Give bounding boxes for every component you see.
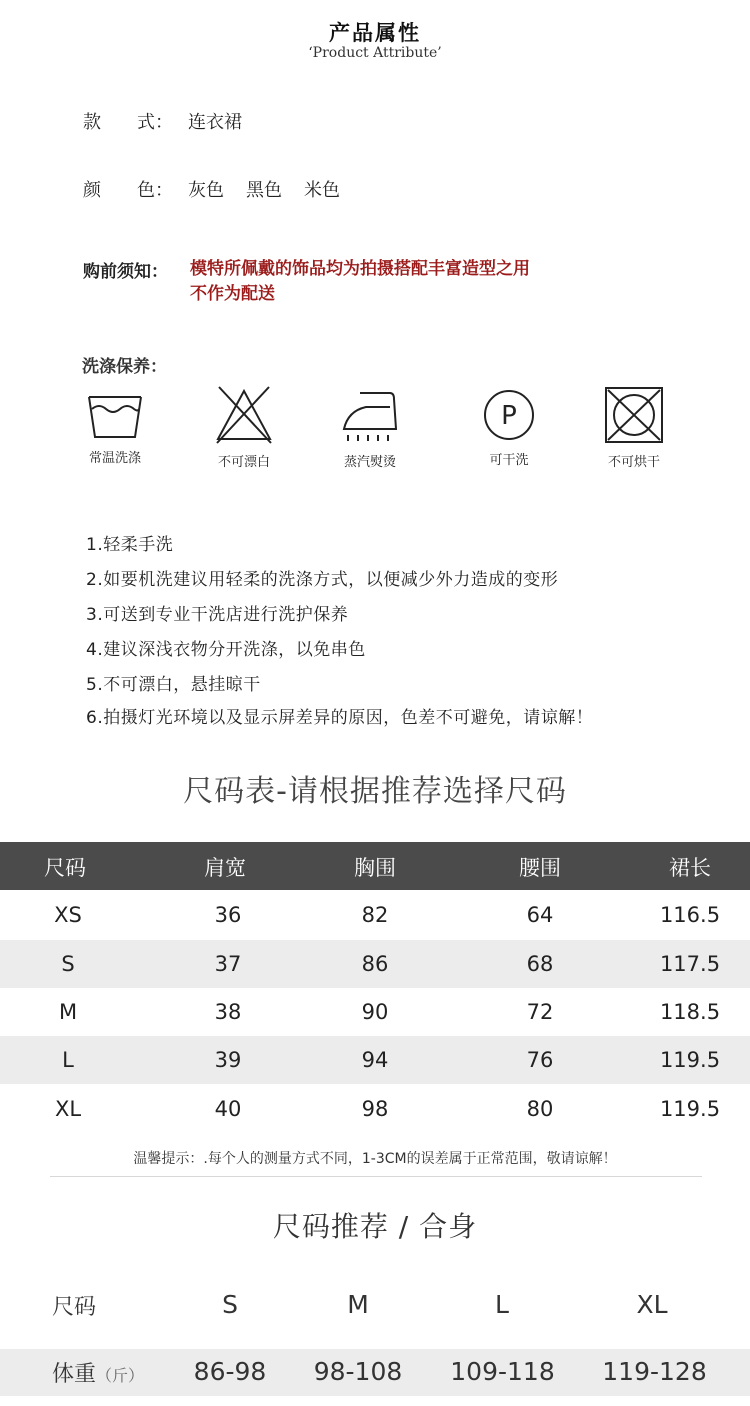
table-cell: 37 [214, 952, 242, 976]
table-cell: 119.5 [659, 1097, 721, 1121]
care-label: 常温洗涤 [88, 451, 141, 466]
color-value: 黑色 [246, 180, 282, 201]
care-label: 不可烘干 [607, 455, 660, 470]
table-row [0, 1085, 750, 1133]
tip-item: 6.拍摄灯光环境以及显示屏差异的原因，色差不可避免，请谅解！ [86, 708, 594, 728]
size-table-title: 尺码表-请根据推荐选择尺码 [183, 774, 567, 809]
notice-label: 购前须知： [83, 262, 168, 282]
table-cell: 72 [526, 1000, 554, 1024]
tip-item: 1.轻柔手洗 [86, 535, 174, 555]
table-cell: XL [54, 1097, 82, 1121]
care-title: 洗涤保养： [82, 357, 167, 377]
table-cell: 40 [214, 1097, 242, 1121]
table-cell: 90 [361, 1000, 389, 1024]
table-cell: 68 [526, 952, 554, 976]
color-value: 灰色 [188, 180, 224, 201]
fit-size-row [0, 1290, 750, 1330]
no-tumble-dry-icon [603, 385, 665, 445]
fit-weight-row [0, 1349, 750, 1396]
dry-clean-p-icon [480, 385, 538, 443]
divider [50, 1176, 702, 1177]
tip-item: 2.如要机洗建议用轻柔的洗涤方式，以便减少外力造成的变形 [86, 570, 559, 590]
fit-weight: 86-98 [193, 1357, 267, 1386]
fit-weight: 98-108 [313, 1357, 403, 1386]
care-item [60, 385, 170, 466]
tip-item: 5.不可漂白，悬挂晾干 [86, 675, 261, 695]
table-cell: 82 [361, 903, 389, 927]
care-label: 蒸汽熨烫 [343, 455, 396, 470]
fit-size: S [222, 1290, 238, 1319]
tip-item: 4.建议深浅衣物分开洗涤，以免串色 [86, 640, 366, 660]
header-cell: 肩宽 [204, 856, 246, 880]
table-row [0, 940, 750, 988]
table-cell: 76 [526, 1048, 554, 1072]
fit-title: 尺码推荐 / 合身 [272, 1210, 478, 1243]
notice-text [190, 257, 630, 307]
header-cell: 裙长 [669, 856, 711, 880]
tip-item: 3.可送到专业干洗店进行洗护保养 [86, 605, 349, 625]
table-cell: 94 [361, 1048, 389, 1072]
size-table-header [0, 842, 750, 890]
table-row [0, 1036, 750, 1084]
care-item [315, 385, 425, 470]
table-cell: 118.5 [659, 1000, 721, 1024]
care-item [189, 385, 299, 470]
header-cell: 尺码 [44, 856, 86, 880]
table-cell: 39 [214, 1048, 242, 1072]
care-item [454, 385, 564, 468]
no-bleach-icon [213, 385, 275, 445]
table-cell: 80 [526, 1097, 554, 1121]
header-cell: 腰围 [519, 856, 561, 880]
table-row [0, 891, 750, 939]
notice-line: 模特所佩戴的饰品均为拍摄搭配丰富造型之用 [190, 259, 530, 279]
table-cell: 64 [526, 903, 554, 927]
table-cell: 86 [361, 952, 389, 976]
table-cell: S [61, 952, 75, 976]
table-cell: 117.5 [659, 952, 721, 976]
fit-weight: 109-118 [450, 1357, 555, 1386]
section-title: 产品属性 [329, 21, 421, 45]
notice-line: 不作为配送 [190, 284, 275, 304]
color-value: 米色 [304, 180, 340, 201]
fit-weight-label: 体重（斤） [52, 1362, 145, 1387]
table-row [0, 988, 750, 1036]
table-cell: M [58, 1000, 78, 1024]
attr-color-label: 颜 色： [83, 180, 173, 201]
header-cell: 胸围 [354, 856, 396, 880]
fit-size-label: 尺码 [52, 1295, 97, 1320]
table-cell: XS [54, 903, 82, 927]
attr-color-row [83, 176, 362, 202]
fit-size: M [347, 1290, 369, 1319]
fit-size: L [495, 1290, 509, 1319]
table-cell: 36 [214, 903, 242, 927]
wash-basin-icon [85, 385, 145, 441]
attr-style-row [83, 108, 242, 134]
size-note: 温馨提示：.每个人的测量方式不同，1-3CM的误差属于正常范围，敬请谅解！ [133, 1151, 617, 1167]
table-cell: 119.5 [659, 1048, 721, 1072]
table-cell: 116.5 [659, 903, 721, 927]
table-cell: L [62, 1048, 74, 1072]
fit-weight: 119-128 [602, 1357, 707, 1386]
table-cell: 38 [214, 1000, 242, 1024]
steam-iron-icon [338, 385, 402, 445]
table-cell: 98 [361, 1097, 389, 1121]
svg-text:P: P [501, 401, 517, 431]
care-item [579, 385, 689, 470]
care-label: 可干洗 [489, 453, 529, 468]
section-subtitle: ‘Product Attribute’ [308, 45, 442, 61]
attr-style-label: 款 式： [83, 112, 173, 133]
care-label: 不可漂白 [217, 455, 270, 470]
fit-size: XL [636, 1290, 668, 1319]
attr-style-value: 连衣裙 [188, 112, 242, 133]
